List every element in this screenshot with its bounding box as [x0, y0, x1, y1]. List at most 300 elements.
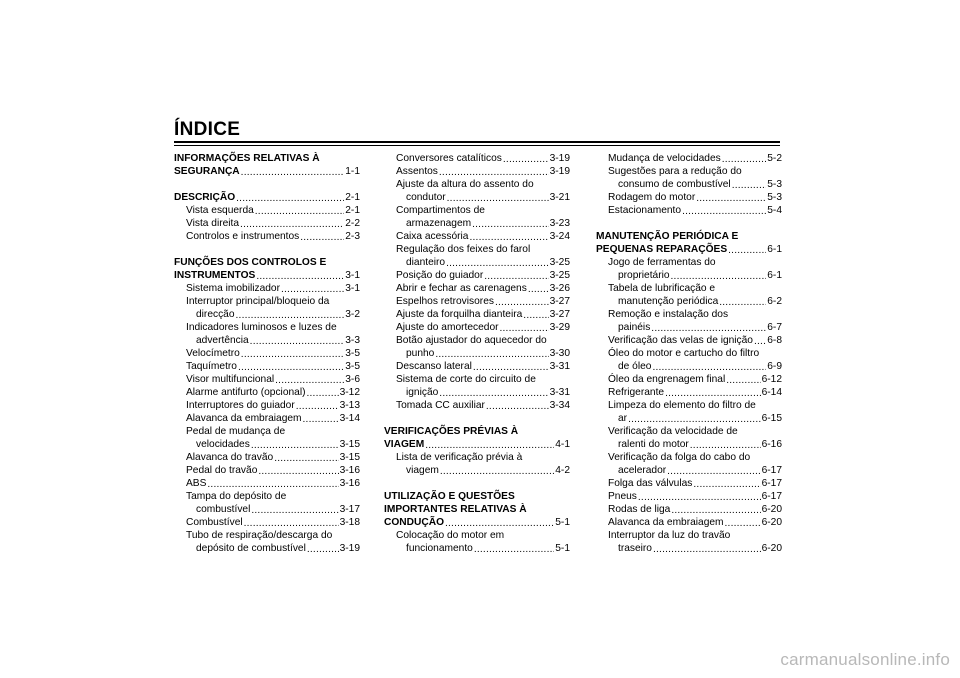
toc-entry[interactable]: [596, 178, 782, 191]
toc-page-number: 6-20: [761, 543, 782, 554]
toc-page-number: 3-31: [549, 361, 570, 372]
toc-dot-leader: [726, 376, 760, 386]
toc-page-number: 3-25: [549, 257, 570, 268]
toc-entry-title: ar: [618, 413, 628, 424]
toc-entry[interactable]: [174, 360, 360, 373]
toc-entry-title: ABS: [186, 478, 207, 489]
toc-dot-leader: [274, 454, 338, 464]
toc-page-number: 6-14: [761, 387, 782, 398]
toc-entry-title: Jogo de ferramentas do: [608, 257, 716, 268]
toc-entry[interactable]: [384, 269, 570, 282]
toc-page-number: 3-29: [549, 322, 570, 333]
toc-entry[interactable]: [596, 477, 782, 490]
toc-dot-leader: [446, 259, 549, 269]
toc-entry-title: Alavanca da embraiagem: [608, 517, 724, 528]
toc-entry-title: traseiro: [618, 543, 652, 554]
toc-dot-leader: [523, 311, 548, 321]
toc-page-number: 3-3: [345, 335, 360, 346]
toc-entry-title: Pedal de mudança de: [186, 426, 286, 437]
toc-entry[interactable]: [384, 282, 570, 295]
toc-dot-leader: [240, 220, 344, 230]
toc-dot-leader: [207, 480, 338, 490]
toc-page-number: 2-1: [345, 192, 360, 203]
toc-entry-title: Rodas de liga: [608, 504, 671, 515]
toc-entry-title: Velocímetro: [186, 348, 240, 359]
page-title: ÍNDICE: [174, 119, 241, 140]
toc-page-number: 6-9: [767, 361, 782, 372]
toc-entry[interactable]: [384, 165, 570, 178]
toc-entry: [596, 282, 782, 295]
toc-entry-title: Ajuste da forquilha dianteira: [396, 309, 523, 320]
toc-entry[interactable]: [174, 373, 360, 386]
toc-entry[interactable]: [174, 386, 360, 399]
toc-entry-title: funcionamento: [406, 543, 473, 554]
toc-page-number: 3-15: [339, 452, 360, 463]
toc-spacer: [174, 243, 360, 256]
toc-entry-title: Lista de verificação prévia à: [396, 452, 523, 463]
toc-entry-title: Estacionamento: [608, 205, 682, 216]
toc-page-number: 6-12: [761, 374, 782, 385]
toc-entry-title: Rodagem do motor: [608, 192, 696, 203]
toc-dot-leader: [439, 168, 549, 178]
toc-dot-leader: [306, 389, 338, 399]
toc-entry: [384, 373, 570, 386]
toc-entry[interactable]: [174, 230, 360, 243]
toc-dot-leader: [474, 545, 554, 555]
toc-dot-leader: [690, 441, 761, 451]
toc-entry-title: Tubo de respiração/descarga do: [186, 530, 333, 541]
toc-spacer: [174, 178, 360, 191]
toc-entry-title: UTILIZAÇÃO E QUESTÕES: [384, 491, 515, 502]
toc-dot-leader: [719, 298, 766, 308]
toc-entry-title: Limpeza do elemento do filtro de: [608, 400, 756, 411]
toc-entry-title: SEGURANÇA: [174, 166, 240, 177]
toc-dot-leader: [435, 350, 548, 360]
toc-entry-title: Regulação dos feixes do farol: [396, 244, 531, 255]
toc-entry-title: PEQUENAS REPARAÇÕES: [596, 244, 728, 255]
toc-entry-title: Taquímetro: [186, 361, 237, 372]
toc-page-number: 3-2: [345, 309, 360, 320]
toc-entry-title: Pedal do travão: [186, 465, 258, 476]
toc-entry[interactable]: [174, 412, 360, 425]
toc-entry-title: IMPORTANTES RELATIVAS À: [384, 504, 527, 515]
toc-page-number: 6-20: [761, 504, 782, 515]
toc-page-number: 3-6: [345, 374, 360, 385]
watermark: carmanualsonline.info: [780, 650, 950, 669]
toc-spacer: [596, 217, 782, 230]
toc-entry-title: Interruptor principal/bloqueio da: [186, 296, 330, 307]
toc-dot-leader: [258, 467, 338, 477]
toc-entry[interactable]: [596, 334, 782, 347]
toc-page-number: 3-13: [339, 400, 360, 411]
toc-dot-leader: [725, 519, 761, 529]
toc-entry-title: Ajuste da altura do assento do: [396, 179, 534, 190]
toc-entry[interactable]: [384, 542, 570, 555]
toc-entry: [384, 451, 570, 464]
toc-entry: [596, 256, 782, 269]
toc-entry[interactable]: [384, 464, 570, 477]
toc-dot-leader: [671, 272, 767, 282]
toc-entry-title: velocidades: [196, 439, 250, 450]
toc-page-number: 3-21: [549, 192, 570, 203]
toc-dot-leader: [628, 415, 761, 425]
toc-page-number: 4-2: [555, 465, 570, 476]
toc-entry-title: Botão ajustador do aquecedor do: [396, 335, 547, 346]
toc-entry-title: proprietário: [618, 270, 670, 281]
toc-entry-title: MANUTENÇÃO PERIÓDICA E: [596, 231, 739, 242]
toc-dot-leader: [728, 246, 766, 256]
toc-entry[interactable]: [384, 152, 570, 165]
toc-entry-title: Visor multifuncional: [186, 374, 275, 385]
toc-dot-leader: [469, 233, 548, 243]
toc-entry[interactable]: [596, 516, 782, 529]
toc-dot-leader: [236, 311, 345, 321]
toc-page-number: 3-1: [345, 270, 360, 281]
toc-entry-title: direcção: [196, 309, 235, 320]
toc-dot-leader: [244, 519, 339, 529]
toc-page-number: 3-25: [549, 270, 570, 281]
toc-entry[interactable]: [174, 334, 360, 347]
toc-section-heading[interactable]: [174, 165, 360, 178]
toc-entry[interactable]: [596, 321, 782, 334]
toc-dot-leader: [275, 376, 344, 386]
toc-dot-leader: [473, 363, 549, 373]
toc-entry-title: Compartimentos de: [396, 205, 485, 216]
toc-entry-title: Espelhos retrovisores: [396, 296, 494, 307]
toc-page-number: 3-12: [339, 387, 360, 398]
toc-entry[interactable]: [596, 542, 782, 555]
toc-dot-leader: [251, 506, 338, 516]
toc-entry-title: Combustível: [186, 517, 243, 528]
toc-entry-title: Vista direita: [186, 218, 240, 229]
toc-column-2: [384, 152, 570, 555]
toc-page-number: 3-30: [549, 348, 570, 359]
toc-entry[interactable]: [596, 152, 782, 165]
toc-entry-title: Óleo do motor e cartucho do filtro: [608, 348, 760, 359]
toc-entry[interactable]: [174, 204, 360, 217]
toc-entry: [174, 321, 360, 334]
toc-entry[interactable]: [596, 503, 782, 516]
toc-entry: [596, 165, 782, 178]
toc-dot-leader: [425, 441, 554, 451]
toc-page-number: 2-2: [345, 218, 360, 229]
toc-entry[interactable]: [384, 308, 570, 321]
toc-entry-title: Sistema de corte do circuito de: [396, 374, 536, 385]
toc-entry-title: Interruptores do guiador: [186, 400, 295, 411]
toc-column-3: [596, 152, 782, 555]
toc-entry-title: DESCRIÇÃO: [174, 192, 236, 203]
toc-page-number: 5-2: [767, 153, 782, 164]
toc-dot-leader: [296, 402, 339, 412]
toc-entry-title: consumo de combustível: [618, 179, 731, 190]
toc-entry-title: dianteiro: [406, 257, 446, 268]
toc-dot-leader: [732, 181, 767, 191]
toc-section-heading[interactable]: [384, 516, 570, 529]
toc-page-number: 3-24: [549, 231, 570, 242]
toc-entry-title: FUNÇÕES DOS CONTROLOS E: [174, 257, 327, 268]
toc-section-heading: [384, 425, 570, 438]
toc-page-number: 3-19: [549, 166, 570, 177]
toc-page-number: 3-27: [549, 296, 570, 307]
toc-entry[interactable]: [596, 412, 782, 425]
toc-dot-leader: [651, 324, 766, 334]
toc-dot-leader: [251, 441, 339, 451]
toc-entry-title: depósito de combustível: [196, 543, 306, 554]
toc-entry[interactable]: [384, 217, 570, 230]
toc-entry-title: Verificação da velocidade de: [608, 426, 738, 437]
toc-entry[interactable]: [384, 321, 570, 334]
toc-page-number: 3-18: [339, 517, 360, 528]
toc-entry[interactable]: [384, 230, 570, 243]
toc-page-number: 3-16: [339, 465, 360, 476]
toc-entry-title: Colocação do motor em: [396, 530, 505, 541]
toc-entry[interactable]: [174, 516, 360, 529]
toc-entry: [596, 451, 782, 464]
toc-entry-title: Conversores catalíticos: [396, 153, 502, 164]
toc-entry-title: INFORMAÇÕES RELATIVAS À: [174, 153, 320, 164]
toc-dot-leader: [495, 298, 549, 308]
toc-entry-title: VERIFICAÇÕES PRÉVIAS À: [384, 426, 519, 437]
toc-entry[interactable]: [596, 269, 782, 282]
toc-entry-title: VIAGEM: [384, 439, 425, 450]
toc-entry: [174, 425, 360, 438]
toc-page-number: 3-19: [339, 543, 360, 554]
toc-dot-leader: [500, 324, 549, 334]
toc-dot-leader: [307, 545, 339, 555]
toc-page-number: 5-3: [767, 192, 782, 203]
toc-page-number: 6-20: [761, 517, 782, 528]
toc-entry[interactable]: [384, 256, 570, 269]
toc-dot-leader: [250, 337, 345, 347]
toc-entry: [174, 490, 360, 503]
toc-dot-leader: [653, 545, 761, 555]
toc-entry[interactable]: [174, 464, 360, 477]
toc-entry-title: condutor: [406, 192, 446, 203]
toc-entry: [596, 308, 782, 321]
toc-entry[interactable]: [596, 360, 782, 373]
toc-dot-leader: [671, 506, 760, 516]
toc-spacer: [384, 412, 570, 425]
toc-dot-leader: [528, 285, 549, 295]
toc-dot-leader: [652, 363, 766, 373]
toc-entry-title: Alarme antifurto (opcional): [186, 387, 306, 398]
toc-entry[interactable]: [596, 191, 782, 204]
toc-dot-leader: [486, 402, 549, 412]
toc-entry[interactable]: [384, 386, 570, 399]
toc-page-number: 5-1: [555, 517, 570, 528]
toc-page-number: 1-1: [345, 166, 360, 177]
toc-spacer: [384, 477, 570, 490]
toc-entry-title: punho: [406, 348, 435, 359]
toc-entry[interactable]: [384, 399, 570, 412]
toc-page-number: 6-1: [767, 270, 782, 281]
toc-dot-leader: [754, 337, 766, 347]
toc-page-number: 3-26: [549, 283, 570, 294]
toc-entry[interactable]: [174, 542, 360, 555]
toc-page-number: 6-8: [767, 335, 782, 346]
toc-page-number: 4-1: [555, 439, 570, 450]
toc-dot-leader: [256, 272, 344, 282]
toc-entry-title: armazenagem: [406, 218, 472, 229]
toc-entry-title: Sugestões para a redução do: [608, 166, 742, 177]
toc-entry-title: Refrigerante: [608, 387, 665, 398]
toc-entry[interactable]: [174, 477, 360, 490]
toc-entry-title: Assentos: [396, 166, 438, 177]
toc-entry-title: advertência: [196, 335, 249, 346]
toc-dot-leader: [722, 155, 767, 165]
toc-entry-title: Mudança de velocidades: [608, 153, 721, 164]
toc-column-1: [174, 152, 360, 555]
toc-entry-title: Tampa do depósito de: [186, 491, 287, 502]
toc-entry-title: manutenção periódica: [618, 296, 719, 307]
toc-entry[interactable]: [384, 295, 570, 308]
toc-entry-title: Tomada CC auxiliar: [396, 400, 485, 411]
toc-entry-title: de óleo: [618, 361, 652, 372]
toc-entry-title: Posição do guiador: [396, 270, 484, 281]
toc-entry-title: Vista esquerda: [186, 205, 254, 216]
toc-entry: [174, 529, 360, 542]
toc-dot-leader: [665, 389, 761, 399]
toc-entry-title: ralenti do motor: [618, 439, 689, 450]
toc-entry: [596, 399, 782, 412]
toc-entry-title: acelerador: [618, 465, 667, 476]
toc-entry-title: Tabela de lubrificação e: [608, 283, 716, 294]
toc-page-number: 3-15: [339, 439, 360, 450]
toc-section-heading: [384, 490, 570, 503]
toc-entry[interactable]: [174, 399, 360, 412]
toc-section-heading[interactable]: [384, 438, 570, 451]
toc-page-number: 2-3: [345, 231, 360, 242]
toc-entry-title: Descanso lateral: [396, 361, 472, 372]
toc-dot-leader: [445, 519, 554, 529]
toc-page-number: 3-27: [549, 309, 570, 320]
toc-section-heading[interactable]: [596, 243, 782, 256]
toc-entry-title: Abrir e fechar as carenagens: [396, 283, 527, 294]
toc-entry-title: viagem: [406, 465, 439, 476]
toc-entry: [384, 334, 570, 347]
toc-page-number: 3-17: [339, 504, 360, 515]
toc-page-number: 3-5: [345, 348, 360, 359]
toc-page-number: 5-1: [555, 543, 570, 554]
toc-section-heading: [596, 230, 782, 243]
toc-entry[interactable]: [384, 191, 570, 204]
toc-entry-title: Ajuste do amortecedor: [396, 322, 499, 333]
toc-page-number: 6-7: [767, 322, 782, 333]
toc-dot-leader: [667, 467, 760, 477]
toc-dot-leader: [236, 194, 344, 204]
toc-entry-title: Folga das válvulas: [608, 478, 693, 489]
toc-entry[interactable]: [596, 204, 782, 217]
toc-section-heading: [174, 152, 360, 165]
toc-page-number: 3-34: [549, 400, 570, 411]
toc-entry-title: Remoção e instalação dos: [608, 309, 729, 320]
toc-entry[interactable]: [596, 464, 782, 477]
toc-entry-title: painéis: [618, 322, 651, 333]
toc-entry[interactable]: [596, 295, 782, 308]
toc-dot-leader: [503, 155, 549, 165]
toc-entry-title: Alavanca da embraiagem: [186, 413, 302, 424]
toc-entry[interactable]: [174, 282, 360, 295]
toc-page-number: 6-15: [761, 413, 782, 424]
toc-entry[interactable]: [174, 438, 360, 451]
toc-entry-title: Pneus: [608, 491, 637, 502]
toc-page-number: 3-14: [339, 413, 360, 424]
title-rule: [174, 141, 780, 143]
toc-entry-title: combustível: [196, 504, 251, 515]
toc-page-number: 6-16: [761, 439, 782, 450]
toc-entry-title: ignição: [406, 387, 439, 398]
toc-entry-title: Óleo da engrenagem final: [608, 374, 726, 385]
toc-section-heading: [384, 503, 570, 516]
toc-page-number: 3-23: [549, 218, 570, 229]
toc-entry[interactable]: [174, 217, 360, 230]
toc-entry-title: Indicadores luminosos e luzes de: [186, 322, 337, 333]
toc-page-number: 3-31: [549, 387, 570, 398]
toc-dot-leader: [693, 480, 760, 490]
toc-entry-title: CONDUÇÃO: [384, 517, 444, 528]
toc-dot-leader: [238, 363, 344, 373]
toc-dot-leader: [241, 168, 345, 178]
toc-entry: [596, 529, 782, 542]
toc-entry[interactable]: [384, 360, 570, 373]
toc-entry: [384, 178, 570, 191]
toc-page-number: 6-17: [761, 478, 782, 489]
toc-entry-title: Caixa acessória: [396, 231, 469, 242]
toc-entry-title: Verificação das velas de ignição: [608, 335, 753, 346]
toc-page-number: 6-17: [761, 491, 782, 502]
toc-entry[interactable]: [174, 503, 360, 516]
toc-entry-title: Controlos e instrumentos: [186, 231, 300, 242]
toc-page-number: 5-4: [767, 205, 782, 216]
toc-dot-leader: [447, 194, 549, 204]
toc-entry-title: Interruptor da luz do travão: [608, 530, 731, 541]
toc-entry-title: Verificação da folga do cabo do: [608, 452, 751, 463]
toc-entry[interactable]: [174, 347, 360, 360]
toc-dot-leader: [241, 350, 344, 360]
toc-entry-title: Sistema imobilizador: [186, 283, 280, 294]
toc-page-number: 3-1: [345, 283, 360, 294]
toc-section-heading[interactable]: [174, 269, 360, 282]
toc-dot-leader: [696, 194, 766, 204]
toc-entry[interactable]: [596, 373, 782, 386]
toc-entry: [596, 425, 782, 438]
toc-page-number: 3-16: [339, 478, 360, 489]
toc-entry: [384, 243, 570, 256]
toc-dot-leader: [255, 207, 344, 217]
toc-dot-leader: [281, 285, 344, 295]
toc-entry[interactable]: [384, 347, 570, 360]
toc-section-heading[interactable]: [174, 191, 360, 204]
toc-entry[interactable]: [174, 308, 360, 321]
toc-page-number: 6-17: [761, 465, 782, 476]
toc-dot-leader: [484, 272, 548, 282]
toc-page-number: 3-19: [549, 153, 570, 164]
toc-entry-title: INSTRUMENTOS: [174, 270, 256, 281]
toc-page-number: 6-2: [767, 296, 782, 307]
toc-entry: [384, 529, 570, 542]
toc-section-heading: [174, 256, 360, 269]
toc-dot-leader: [439, 389, 548, 399]
toc-dot-leader: [440, 467, 554, 477]
toc-entry[interactable]: [596, 490, 782, 503]
toc-entry[interactable]: [596, 386, 782, 399]
toc-entry[interactable]: [174, 451, 360, 464]
toc-dot-leader: [682, 207, 766, 217]
toc-page-number: 5-3: [767, 179, 782, 190]
title-rule-thin: [174, 145, 780, 146]
toc-dot-leader: [303, 415, 339, 425]
toc-entry[interactable]: [596, 438, 782, 451]
